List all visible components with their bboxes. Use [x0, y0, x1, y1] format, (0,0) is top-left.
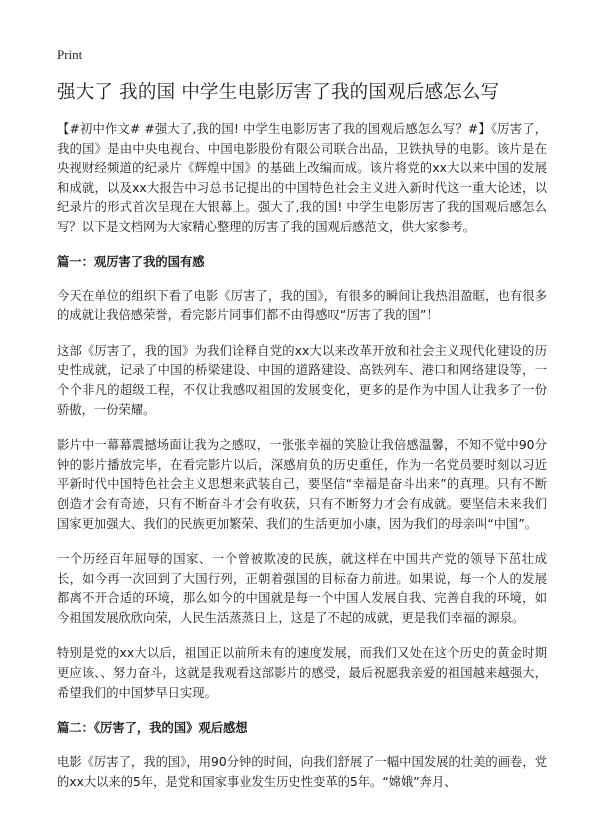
body-paragraph: 今天在单位的组织下看了电影《厉害了，我的国》，有很多的瞬间让我热泪盈眶，也有很多的成就让我倍感荣誉，看完影片同事们都不由得感叹“厉害了我的国”！ [57, 288, 547, 323]
document-title: 强大了 我的国 中学生电影厉害了我的国观后感怎么写 [57, 82, 500, 103]
print-label: Print [57, 47, 83, 62]
body-paragraph: 影片中一幕幕震撼场面让我为之感叹，一张张幸福的笑脸让我倍感温馨，不知不觉中90分钟的影片播放完毕，在看完影片以后，深感肩负的历史重任，作为一名党员要时刻以习近平新时代中国特色社会主义思想来武装自己，要坚信“幸福是奋斗出来”的真理。只有不断创造才会有奇迹，只有不断奋斗才会有收获，只有不断努力才会有成就。要坚信未来我们国家更加强大、我们的民族更加繁荣、我们的生活更加小康，因为我们的母亲叫“中国”。 [57, 438, 547, 531]
section-heading: 篇一：观厉害了我的国有感 [57, 254, 205, 269]
section-1 [57, 253, 547, 704]
body-paragraph: 一个历经百年屈辱的国家、一个曾被欺凌的民族，就这样在中国共产党的领导下茁壮成长，如今再一次回到了大国行列，正朝着强国的目标奋力前进。如果说，每一个人的发展都离不开合适的环境，那么如今的中国就是每一个中国人发展自我、完善自我的环境，如今祖国发展欣欣向荣，人民生活蒸蒸日上，这是了不起的成就，更是我们幸福的源泉。 [57, 552, 547, 625]
body-paragraph: 特别是党的xx大以后，祖国正以前所未有的速度发展，而我们又处在这个历史的黄金时期更应该、、努力奋斗，这就是我观看这部影片的感受，最后祝愿我亲爱的祖国越来越强大，希望我们的中国梦早日实现。 [57, 646, 547, 700]
body-paragraph: 这部《厉害了，我的国》为我们诠释自党的xx大以来改革开放和社会主义现代化建设的历史性成就，记录了中国的桥梁建设、中国的道路建设、高铁列车、港口和网络建设等，一个个非凡的超级工程，不仅让我感叹祖国的发展变化，更多的是作为中国人让我多了一份骄傲，一份荣耀。 [57, 343, 547, 417]
document-body [57, 120, 547, 808]
section-2 [57, 719, 547, 792]
section-heading: 篇二：《厉害了，我的国》观后感想 [57, 721, 248, 736]
intro-paragraph: 【#初中作文# #强大了,我的国! 中学生电影厉害了我的国观后感怎么写？#】《厉害了，我的国》是由中央电视台、中国电影股份有限公司联合出品，卫铁执导的电影。该片是在央视财经频道的纪录片《辉煌中国》的基础上改编而成。该片将党的xx大以来中国的发展和成就，以及xx大报告中习总书记提出的中国特色社会主义进入新时代这一重大论述，以纪录片的形式首次呈现在大银幕上。强大了,我的国! 中学生电影厉害了我的国观后感怎么写？以下是文档网为大家精心整理的厉害了我的国观后感范文，供大家参考。 [57, 122, 547, 234]
body-paragraph: 电影《厉害了，我的国》，用90分钟的时间，向我们舒展了一幅中国发展的壮美的画卷，党的xx大以来的5年，是党和国家事业发生历史性变革的5年。“嫦娥”奔月、 [57, 755, 547, 789]
